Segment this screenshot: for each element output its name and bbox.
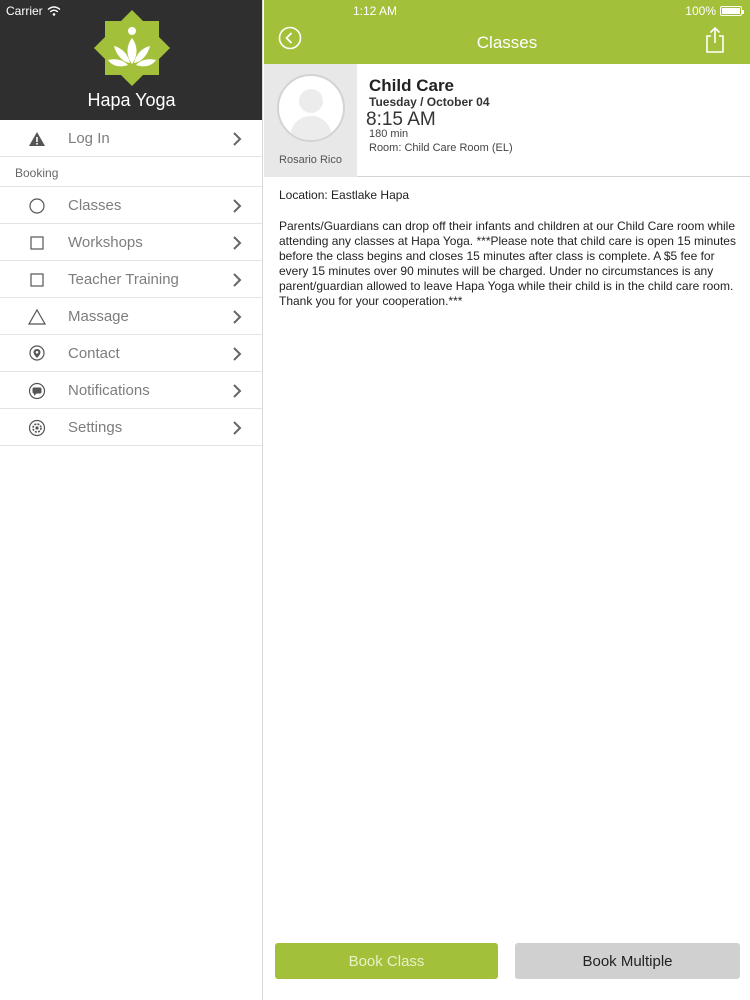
class-location: Location: Eastlake Hapa [279, 188, 410, 202]
chat-bubble-icon [28, 382, 46, 400]
chevron-right-icon [232, 421, 242, 435]
sidebar-item-teacher-training[interactable] [0, 261, 262, 298]
class-description: Parents/Guardians can drop off their infants and children at our Child Care room while attending any classes at Hapa Yoga. ***Please note that child care is open 15 minutes before the class begins and closes 15 minutes after class is complete. A $5 fee for every 15 minutes over 90 minutes will be charged. Under no circumstances is any parent/guardian allowed to leave Hapa Yoga while their child is in the child care room. Thank you for your cooperation.*** [279, 219, 736, 308]
login-item[interactable] [0, 120, 262, 157]
teacher-box[interactable] [264, 64, 357, 177]
gear-icon [28, 419, 46, 437]
lotus-logo-icon [92, 8, 172, 88]
book-multiple-button[interactable]: Book Multiple [515, 943, 740, 979]
carrier-label: Carrier [6, 4, 43, 18]
circle-icon [28, 197, 46, 215]
sidebar-item-workshops[interactable] [0, 224, 262, 261]
sidebar-item-contact[interactable] [0, 335, 262, 372]
class-name: Child Care [369, 76, 455, 95]
location-pin-icon [28, 345, 46, 363]
class-duration: 180 min [369, 128, 409, 140]
avatar [277, 74, 345, 142]
section-label-booking: Booking [0, 157, 262, 187]
sidebar-item-classes[interactable] [0, 187, 262, 224]
share-icon[interactable] [704, 26, 726, 54]
class-detail-panel [264, 0, 750, 1000]
sidebar-item-notifications[interactable] [0, 372, 262, 409]
battery-percent: 100% [685, 4, 716, 18]
sidebar [0, 0, 263, 1000]
battery-icon [720, 6, 742, 16]
status-time: 1:12 AM [352, 4, 398, 18]
person-placeholder-icon [279, 76, 343, 140]
class-room: Room: Child Care Room (EL) [369, 142, 513, 154]
class-date: Tuesday / October 04 [369, 95, 490, 109]
chevron-right-icon [232, 310, 242, 324]
chevron-right-icon [232, 199, 242, 213]
sidebar-item-label: Contact [68, 345, 120, 362]
status-bar [0, 0, 750, 20]
warning-icon [28, 130, 46, 148]
triangle-icon [28, 308, 46, 326]
page-title: Classes [476, 33, 538, 52]
sidebar-item-label: Teacher Training [68, 271, 179, 288]
square-icon [28, 271, 46, 289]
sidebar-item-massage[interactable] [0, 298, 262, 335]
sidebar-item-label: Settings [68, 419, 123, 436]
chevron-right-icon [232, 236, 242, 250]
sidebar-item-label: Massage [68, 308, 129, 325]
sidebar-item-label: Classes [68, 197, 122, 214]
square-icon [28, 234, 46, 252]
teacher-name: Rosario Rico [279, 154, 342, 166]
class-time: 8:15 AM [366, 109, 436, 130]
chevron-right-icon [232, 132, 242, 146]
book-class-button[interactable]: Book Class [275, 943, 498, 979]
sidebar-item-label: Notifications [68, 382, 150, 399]
status-right [685, 4, 742, 18]
chevron-right-icon [232, 384, 242, 398]
brand-name: Hapa Yoga [87, 90, 176, 110]
sidebar-item-settings[interactable] [0, 409, 262, 446]
class-header [264, 64, 750, 177]
login-label: Log In [68, 130, 110, 147]
chevron-right-icon [232, 347, 242, 361]
chevron-right-icon [232, 273, 242, 287]
sidebar-item-label: Workshops [68, 234, 143, 251]
